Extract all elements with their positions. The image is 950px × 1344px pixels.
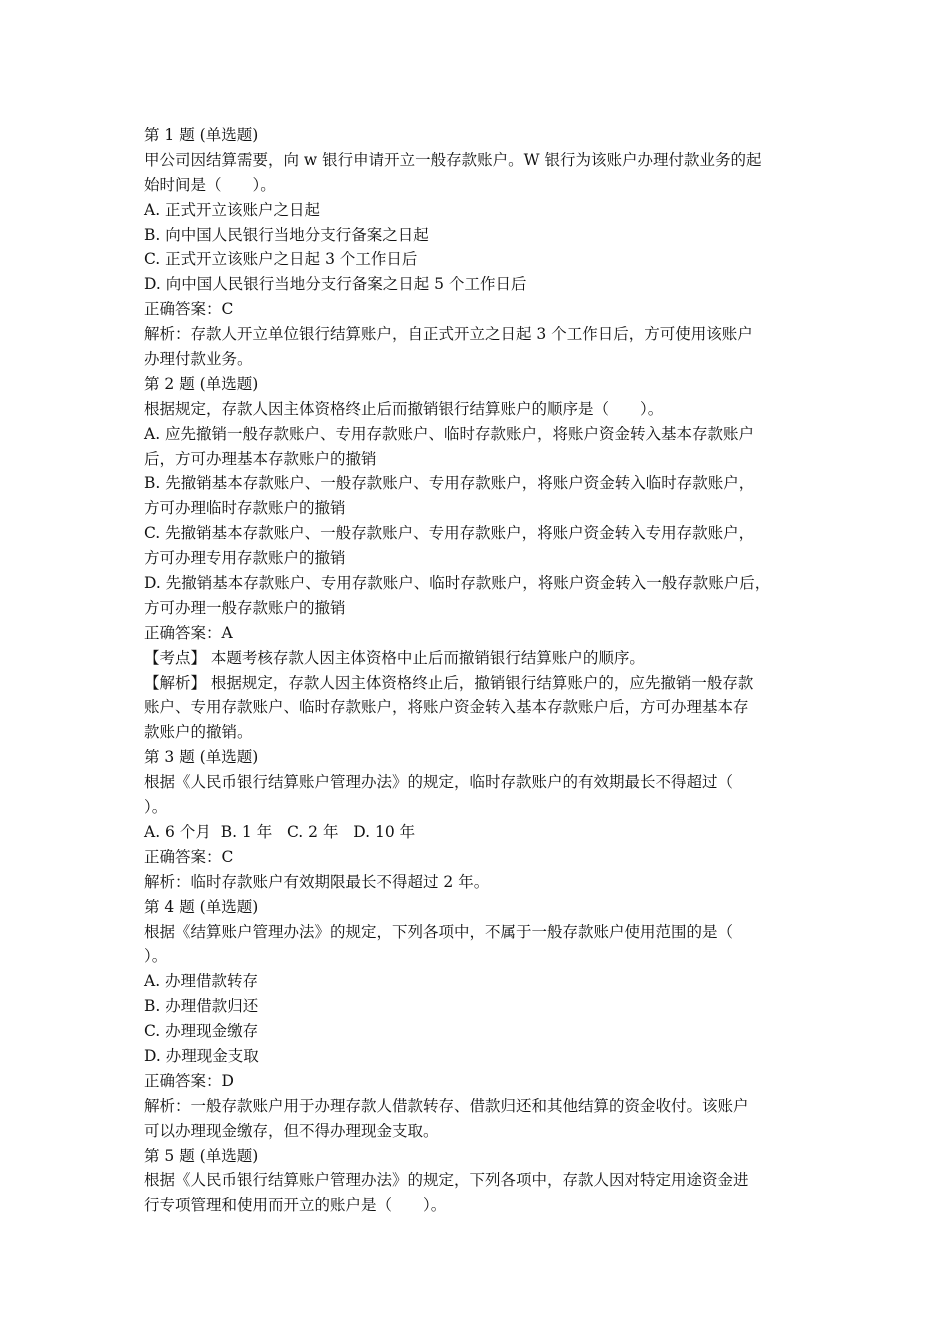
q1-stem-line-2: 始时间是（ ）。: [144, 175, 276, 194]
q3-stem-line-2: ）。: [144, 798, 168, 817]
q3-answer: 正确答案：C: [144, 847, 234, 866]
q3-stem-line-1: 根据《人民币银行结算账户管理办法》的规定，临时存款账户的有效期最长不得超过（: [144, 773, 734, 792]
q3-header: 第 3 题 (单选题): [144, 748, 259, 767]
q4-stem-line-1: 根据《结算账户管理办法》的规定，下列各项中，不属于一般存款账户使用范围的是（: [144, 922, 734, 941]
q2-explanation-line-1: 【解析】 根据规定，存款人因主体资格终止后，撤销银行结算账户的，应先撤销一般存款: [144, 673, 754, 692]
q4-option-b: B. 办理借款归还: [144, 997, 259, 1016]
q4-stem-line-2: ）。: [144, 947, 168, 966]
q3-explanation: 解析：临时存款账户有效期限最长不得超过 2 年。: [144, 872, 490, 891]
q5-stem-line-1: 根据《人民币银行结算账户管理办法》的规定，下列各项中，存款人因对特定用途资金进: [144, 1171, 749, 1190]
document-body: [144, 123, 816, 1218]
q1-option-c: C. 正式开立该账户之日起 3 个工作日后: [144, 250, 418, 269]
q4-option-c: C. 办理现金缴存: [144, 1022, 259, 1041]
q2-option-d-line-1: D. 先撤销基本存款账户、专用存款账户、临时存款账户，将账户资金转入一般存款账户后，: [144, 574, 771, 593]
q2-key-point: 【考点】 本题考核存款人因主体资格中止后而撤销银行结算账户的顺序。: [144, 648, 645, 667]
q4-answer: 正确答案：D: [144, 1071, 234, 1090]
q1-option-d: D. 向中国人民银行当地分支行备案之日起 5 个工作日后: [144, 275, 527, 294]
q1-stem-line-1: 甲公司因结算需要，向 w 银行申请开立一般存款账户。W 银行为该账户办理付款业务的起: [144, 150, 762, 169]
q1-option-b: B. 向中国人民银行当地分支行备案之日起: [144, 225, 429, 244]
q1-explanation-line-1: 解析：存款人开立单位银行结算账户，自正式开立之日起 3 个工作日后，方可使用该账户: [144, 325, 753, 344]
q4-explanation-line-2: 可以办理现金缴存，但不得办理现金支取。: [144, 1121, 439, 1140]
q2-option-d-line-2: 方可办理一般存款账户的撤销: [144, 598, 346, 617]
q1-header: 第 1 题 (单选题): [144, 126, 259, 144]
q2-option-b-line-1: B. 先撤销基本存款账户、一般存款账户、专用存款账户，将账户资金转入临时存款账户，: [144, 474, 755, 493]
q1-explanation-line-2: 办理付款业务。: [144, 350, 253, 369]
q3-options: A. 6 个月 B. 1 年 C. 2 年 D. 10 年: [144, 822, 416, 841]
q2-stem: 根据规定，存款人因主体资格终止后而撤销银行结算账户的顺序是（ ）。: [144, 399, 664, 418]
q2-option-c-line-1: C. 先撤销基本存款账户、一般存款账户、专用存款账户，将账户资金转入专用存款账户，: [144, 524, 755, 543]
q4-option-a: A. 办理借款转存: [144, 972, 259, 991]
q2-option-a-line-2: 后，方可办理基本存款账户的撤销: [144, 449, 377, 468]
q2-explanation-line-2: 账户、专用存款账户、临时存款账户，将账户资金转入基本存款账户后，方可办理基本存: [144, 698, 749, 717]
q2-explanation-line-3: 款账户的撤销。: [144, 723, 253, 742]
q2-option-b-line-2: 方可办理临时存款账户的撤销: [144, 499, 346, 518]
q4-explanation-line-1: 解析：一般存款账户用于办理存款人借款转存、借款归还和其他结算的资金收付。该账户: [144, 1096, 749, 1115]
q4-header: 第 4 题 (单选题): [144, 897, 259, 916]
q2-header: 第 2 题 (单选题): [144, 374, 259, 393]
q5-stem-line-2: 行专项管理和使用而开立的账户是（ ）。: [144, 1196, 447, 1215]
q4-option-d: D. 办理现金支取: [144, 1046, 259, 1065]
q2-option-a-line-1: A. 应先撤销一般存款账户、专用存款账户、临时存款账户，将账户资金转入基本存款账户: [144, 424, 755, 443]
q2-answer: 正确答案：A: [144, 623, 233, 642]
q2-option-c-line-2: 方可办理专用存款账户的撤销: [144, 549, 346, 568]
q1-option-a: A. 正式开立该账户之日起: [144, 200, 321, 219]
q1-answer: 正确答案：C: [144, 300, 234, 319]
q5-header: 第 5 题 (单选题): [144, 1146, 259, 1165]
